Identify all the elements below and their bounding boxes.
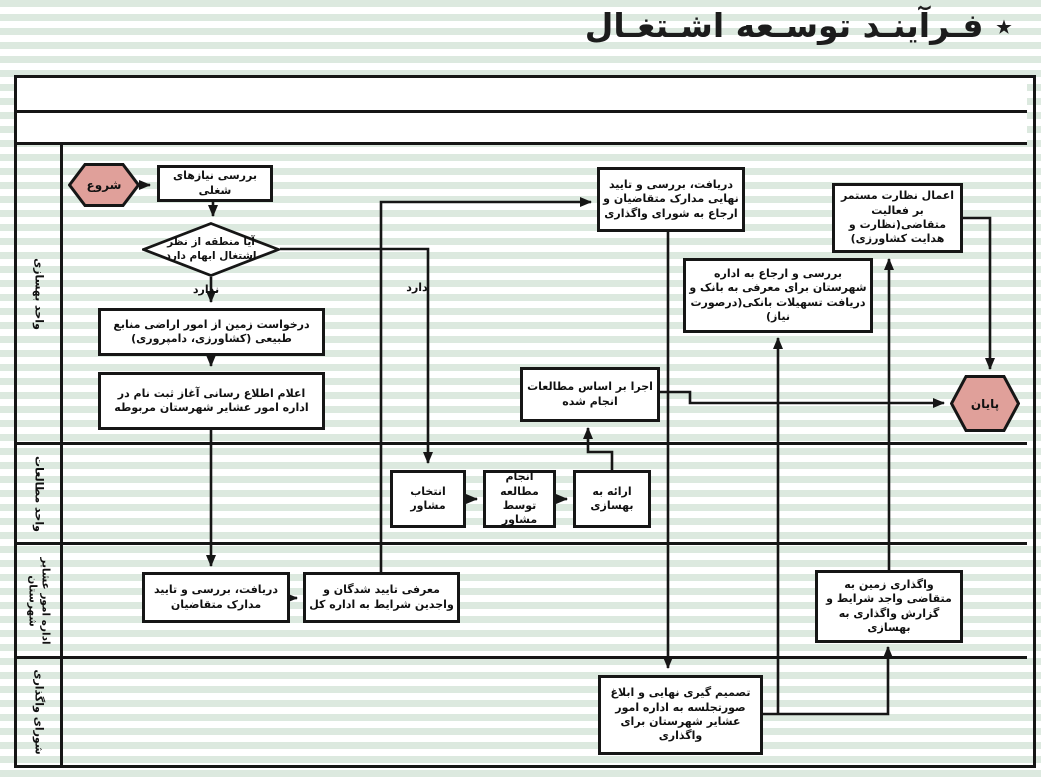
- edge-implement-end: [660, 392, 944, 403]
- node-review-needs: بررسی نیازهای شغلی: [157, 165, 273, 202]
- edge-label-no: ندارد: [192, 283, 220, 296]
- edge-supervision-end: [963, 218, 990, 369]
- start-terminal: [68, 163, 140, 207]
- node-select-consultant: انتخاب مشاور: [390, 470, 466, 528]
- start-label: شروع: [86, 178, 122, 192]
- node-supervision: اعمال نظارت مستمر بر فعالیت متقاضی(نظارت و هدایت کشاورزی): [832, 183, 963, 253]
- node-final-receive: دریافت، بررسی و تایید نهایی مدارک متقاضیان و ارجاع به شورای واگذاری: [597, 167, 745, 232]
- node-implement: اجرا بر اساس مطالعات انجام شده: [520, 367, 660, 422]
- node-introduce-eligible: معرفی تایید شدگان و واجدین شرایط به اداره کل: [303, 572, 460, 623]
- node-conduct-study: انجام مطالعه توسط مشاور: [483, 470, 556, 528]
- node-present-to-behsazi: ارائه به بهسازی: [573, 470, 651, 528]
- edge-present-implement: [588, 428, 612, 470]
- node-decision: [142, 222, 280, 277]
- edge-label-yes: دارد: [406, 281, 428, 294]
- page-title: ٭ فـرآینـد توسـعه اشـتغـال: [584, 6, 1013, 45]
- node-transfer-land: واگذاری زمین به متقاضی واجد شرایط و گزارش واگذاری به بهسازی: [815, 570, 963, 643]
- node-bank-referral: بررسی و ارجاع به اداره شهرستان برای معرفی به بانک و دریافت تسهیلات بانکی(درصورت نیاز): [683, 258, 873, 333]
- node-final-decision: تصمیم گیری نهایی و ابلاغ صورتجلسه به اداره امور عشایر شهرستان برای واگذاری: [598, 675, 763, 755]
- lane-label: شورای واگذاری: [32, 669, 46, 755]
- node-request-land: درخواست زمین از امور اراضی منابع طبیعی (کشاورزی، دامپروری): [98, 308, 325, 356]
- lane-label: واحد بهسازی: [32, 257, 46, 330]
- decision-label: آیا منطقه از نظر اشتغال ابهام دارد: [165, 236, 257, 262]
- end-terminal: [950, 375, 1020, 432]
- edge-finaldecision-transferland: [763, 647, 888, 714]
- node-announce-registration: اعلام اطلاع رسانی آغاز ثبت نام در اداره امور عشایر شهرستان مربوطه: [98, 372, 325, 430]
- lane-label: واحد مطالعات: [32, 455, 46, 532]
- node-receive-docs: دریافت، بررسی و تایید مدارک متقاضیان: [142, 572, 290, 623]
- lane-label: اداره امور عشایر شهرستان: [26, 556, 52, 645]
- end-label: پایان: [970, 396, 1000, 411]
